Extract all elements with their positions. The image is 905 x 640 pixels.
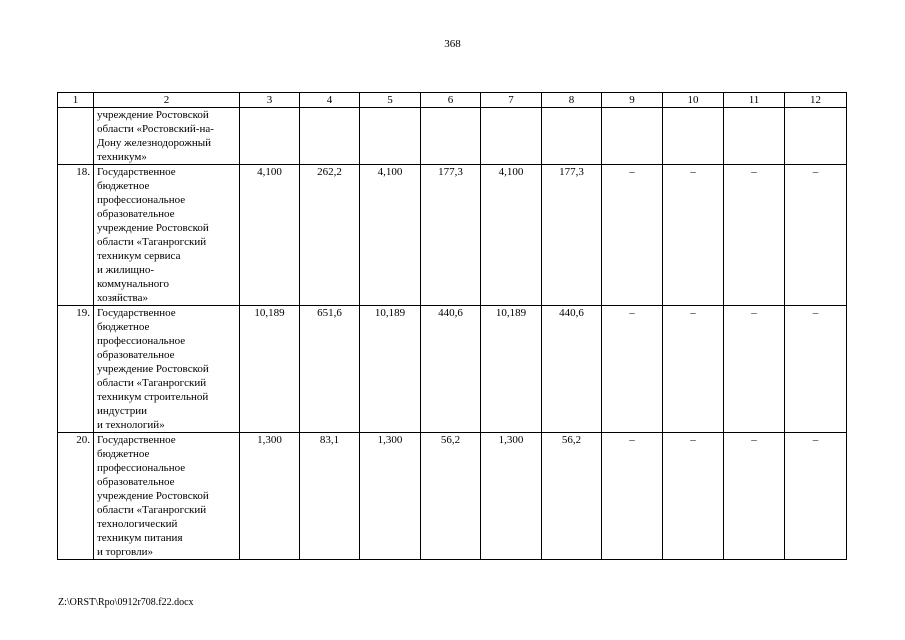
value-cell: 56,2 (542, 433, 602, 560)
value-cell: 262,2 (300, 165, 360, 306)
dash-cell: – (785, 165, 847, 306)
column-header: 2 (94, 93, 240, 108)
table-row-continuation (58, 108, 847, 165)
value-cell (542, 108, 602, 165)
institution-name-cell: Государственное бюджетное профессиональное образовательное учреждение Ростовской области «Таганрогский технологический техникум питания и торговли» (94, 433, 240, 560)
institution-name-cell: учреждение Ростовской области «Ростовский-на- Дону железнодорожный техникум» (94, 108, 240, 165)
value-cell (360, 108, 421, 165)
value-cell: 1,300 (360, 433, 421, 560)
value-cell: 4,100 (240, 165, 300, 306)
dash-cell: – (785, 433, 847, 560)
table-header-row (58, 93, 847, 108)
institution-name-cell: Государственное бюджетное профессиональное образовательное учреждение Ростовской области «Таганрогский техникум сервиса и жилищно- коммунального хозяйства» (94, 165, 240, 306)
dash-cell: – (724, 433, 785, 560)
data-table (57, 92, 847, 560)
column-header: 9 (602, 93, 663, 108)
value-cell (300, 108, 360, 165)
value-cell: 10,189 (481, 306, 542, 433)
column-header: 10 (663, 93, 724, 108)
value-cell: 4,100 (481, 165, 542, 306)
dash-cell: – (602, 433, 663, 560)
dash-cell: – (663, 165, 724, 306)
value-cell: 177,3 (542, 165, 602, 306)
value-cell: 83,1 (300, 433, 360, 560)
column-header: 12 (785, 93, 847, 108)
value-cell: 4,100 (360, 165, 421, 306)
value-cell: 440,6 (542, 306, 602, 433)
value-cell: 56,2 (421, 433, 481, 560)
value-cell (663, 108, 724, 165)
column-header: 6 (421, 93, 481, 108)
value-cell: 10,189 (240, 306, 300, 433)
column-header: 4 (300, 93, 360, 108)
value-cell (724, 108, 785, 165)
dash-cell: – (663, 433, 724, 560)
value-cell: 440,6 (421, 306, 481, 433)
column-header: 3 (240, 93, 300, 108)
dash-cell: – (602, 306, 663, 433)
value-cell (240, 108, 300, 165)
table-row (58, 306, 847, 433)
value-cell (421, 108, 481, 165)
column-header: 5 (360, 93, 421, 108)
value-cell (602, 108, 663, 165)
column-header: 1 (58, 93, 94, 108)
value-cell: 1,300 (240, 433, 300, 560)
dash-cell: – (602, 165, 663, 306)
dash-cell: – (785, 306, 847, 433)
row-number-cell: 19. (58, 306, 94, 433)
row-number-cell (58, 108, 94, 165)
document-file-path: Z:\ORST\Rpo\0912r708.f22.docx (58, 597, 194, 608)
value-cell (785, 108, 847, 165)
column-header: 11 (724, 93, 785, 108)
value-cell (481, 108, 542, 165)
table-row (58, 433, 847, 560)
dash-cell: – (663, 306, 724, 433)
value-cell: 10,189 (360, 306, 421, 433)
institution-name-cell: Государственное бюджетное профессиональное образовательное учреждение Ростовской области «Таганрогский техникум строительной индустрии и технологий» (94, 306, 240, 433)
page-number: 368 (444, 38, 461, 50)
row-number-cell: 20. (58, 433, 94, 560)
dash-cell: – (724, 165, 785, 306)
value-cell: 1,300 (481, 433, 542, 560)
row-number-cell: 18. (58, 165, 94, 306)
value-cell: 177,3 (421, 165, 481, 306)
value-cell: 651,6 (300, 306, 360, 433)
column-header: 8 (542, 93, 602, 108)
table-row (58, 165, 847, 306)
dash-cell: – (724, 306, 785, 433)
column-header: 7 (481, 93, 542, 108)
